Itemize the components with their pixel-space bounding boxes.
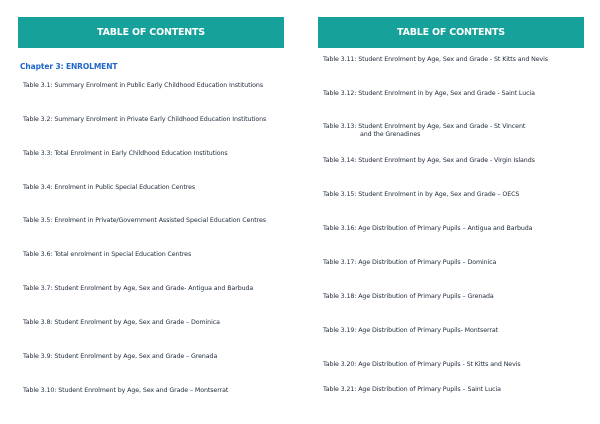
- toc-entry[interactable]: Table 3.14: Student Enrolment by Age, Sex and Grade - Virgin Islands: [323, 157, 535, 164]
- toc-entry[interactable]: Table 3.10: Student Enrolment by Age, Sex and Grade – Montserrat: [23, 387, 229, 394]
- toc-entry[interactable]: Table 3.4: Enrolment in Public Special Education Centres: [23, 184, 196, 191]
- toc-entry[interactable]: Table 3.1: Summary Enrolment in Public Early Childhood Education Institutions: [23, 82, 264, 89]
- toc-entry[interactable]: Table 3.12: Student Enrolment in by Age, Sex and Grade - Saint Lucia: [323, 90, 535, 97]
- toc-entry[interactable]: Table 3.16: Age Distribution of Primary Pupils – Antigua and Barbuda: [323, 225, 533, 232]
- toc-entry[interactable]: Table 3.21: Age Distribution of Primary Pupils – Saint Lucia: [323, 386, 501, 393]
- chapter-title[interactable]: Chapter 3: ENROLMENT: [20, 62, 118, 71]
- toc-right-column: [318, 17, 584, 393]
- toc-entry[interactable]: Table 3.8: Student Enrolment by Age, Sex and Grade – Dominica: [23, 319, 220, 326]
- toc-entry[interactable]: Table 3.5: Enrolment in Private/Government Assisted Special Education Centres: [23, 217, 266, 224]
- toc-entry[interactable]: Table 3.18: Age Distribution of Primary Pupils – Grenada: [323, 293, 494, 300]
- toc-header: TABLE OF CONTENTS: [18, 17, 284, 48]
- toc-entry[interactable]: Table 3.7: Student Enrolment by Age, Sex and Grade- Antigua and Barbuda: [23, 285, 254, 292]
- toc-entry[interactable]: Table 3.20: Age Distribution of Primary Pupils - St Kitts and Nevis: [323, 361, 521, 368]
- toc-header: TABLE OF CONTENTS: [318, 17, 584, 48]
- toc-entry[interactable]: Table 3.3: Total Enrolment in Early Childhood Education Institutions: [23, 150, 228, 157]
- toc-entry[interactable]: Table 3.2: Summary Enrolment in Private Early Childhood Education Institutions: [23, 116, 267, 123]
- toc-entry[interactable]: Table 3.15: Student Enrolment in by Age, Sex and Grade – OECS: [323, 191, 520, 198]
- toc-left-column: [18, 17, 284, 394]
- toc-entry[interactable]: Table 3.17: Age Distribution of Primary Pupils – Dominica: [323, 259, 497, 266]
- toc-entry-line: Table 3.13: Student Enrolment by Age, Sex and Grade - St Vincent: [323, 123, 526, 130]
- toc-entry-continuation: and the Grenadines: [360, 131, 421, 139]
- toc-entry[interactable]: Table 3.11: Student Enrolment by Age, Sex and Grade - St Kitts and Nevis: [323, 56, 548, 63]
- toc-entry[interactable]: Table 3.6: Total enrolment in Special Education Centres: [23, 251, 192, 258]
- toc-entry[interactable]: Table 3.9: Student Enrolment by Age, Sex and Grade – Grenada: [23, 353, 218, 360]
- toc-entry-multiline[interactable]: [323, 123, 585, 140]
- toc-entry[interactable]: Table 3.19: Age Distribution of Primary Pupils- Montserrat: [323, 327, 498, 334]
